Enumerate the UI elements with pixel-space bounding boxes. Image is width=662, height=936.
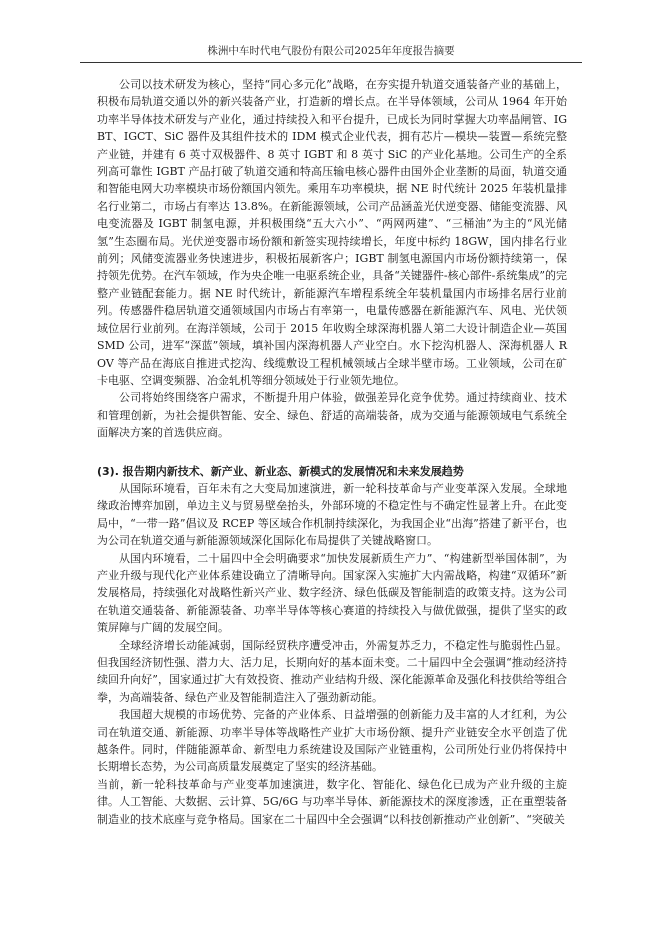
document-body — [97, 76, 567, 828]
paragraph-market-advantages: 我国超大规模的市场优势、完备的产业体系、日益增强的创新能力及丰富的人才红利，为公司在轨道交通、新能源、功率半导体等战略性产业扩大市场份额、提升产业链安全水平创造了优越条件。同时，伴随能源革命、新型电力系统建设及国际产业链重构，公司所处行业仍将保持中长期增长态势，为公司高质量发展奠定了坚实的经济基础。 — [97, 708, 567, 774]
section-gap — [97, 442, 567, 463]
section-heading: (3). 报告期内新技术、新产业、新业态、新模式的发展情况和未来发展趋势 — [97, 464, 464, 478]
header-divider — [80, 62, 582, 63]
paragraph-economic-outlook: 全球经济增长动能减弱，国际经贸秩序遭受冲击，外需复苏乏力，不稳定性与脆弱性凸显。但我国经济韧性强、潜力大、活力足，长期向好的基本面未变。二十届四中全会强调“推动经济持续回升向好”，国家通过扩大有效投资、推动产业结构升级、深化能源革命及强化科技供给等组合拳，为高端装备、绿色产业及智能制造注入了强劲新动能。 — [97, 638, 567, 704]
paragraph-international-environment: 从国际环境看，百年未有之大变局加速演进，新一轮科技革命与产业变革深入发展。全球地缘政治博弈加剧，单边主义与贸易壁垒抬头，外部环境的不稳定性与不确定性显著上升。在此变局中，“一带一路”倡议及 RCEP 等区域合作机制持续深化，为我国企业“出海”搭建了新平台，也为公司在轨道交通与新能源领域深化国际化布局提供了关键战略窗口。 — [97, 481, 567, 548]
paragraph-domestic-environment: 从国内环境看，二十届四中全会明确要求“加快发展新质生产力”、“构建新型举国体制”，为产业升级与现代化产业体系建设确立了清晰导向。国家深入实施扩大内需战略，构建“双循环”新发展格局，持续强化对战略性新兴产业、数字经济、绿色低碳及智能制造的政策支持。这为公司在轨道交通装备、新能源装备、功率半导体等核心赛道的持续投入与做优做强，提供了坚实的政策屏障与广阔的发展空间。 — [97, 551, 567, 635]
page-header-title: 株洲中车时代电气股份有限公司2025年年度报告摘要 — [207, 45, 455, 57]
paragraph-technology-trends: 当前，新一轮科技革命与产业变革加速演进，数字化、智能化、绿色化已成为产业升级的主旋律。人工智能、大数据、云计算、5G/6G 与功率半导体、新能源技术的深度渗透，正在重塑装备制造业的技术底座与竞争格局。国家在二十届四中全会强调“以科技创新推动产业创新”、“突破关 — [97, 777, 567, 826]
paragraph-business-overview: 公司以技术研发为核心，坚持“同心多元化”战略，在夯实提升轨道交通装备产业的基础上，积极布局轨道交通以外的新兴装备产业，打造新的增长点。在半导体领域，公司从 1964 年开始功率半导体技术研发与产业化，通过持续投入和平台提升，已成长为同时掌握大功率晶闸管、IGBT、IGCT、SiC 器件及其组件技术的 IDM 模式企业代表，拥有芯片—模块—装置—系统完整产业链，并建有 6 英寸双极器件、8 英寸 IGBT 和 8 英寸 SiC 的产业化基地。公司生产的全系列高可靠性 IGBT 产品打破了轨道交通和特高压输电核心器件由国外企业垄断的局面，轨道交通和智能电网大功率模块市场份额国内领先。乘用车功率模块，据 NE 时代统计 2025 年装机量排名行业第二，市场占有率达 13.8%。在新能源领域，公司产品涵盖光伏逆变器、储能变流器、风电变流器及 IGBT 制氢电源，并积极围绕“五大六小”、“两网两建”、“三桶油”为主的“风光储氢”生态圈布局。光伏逆变器市场份额和新签实现持续增长，年度中标约 18GW，国内排名行业前列；风储变流器业务快速进步，积极拓展新客户；IGBT 制氢电源国内市场份额持续第一，保持领先优势。在汽车领域，作为央企唯一电驱系统企业，具备“关键器件-核心部件-系统集成”的完整产业链配套能力。据 NE 时代统计，新能源汽车增程系统全年装机量国内市场排名居行业前列。传感器件稳居轨道交通领域国内市场占有率第一，电量传感器在新能源汽车、风电、光伏领域位居行业前列。在海洋领域，公司于 2015 年收购全球深海机器人第二大设计制造企业—英国 SMD 公司，进军“深蓝”领域，填补国内深海机器人产业空白。水下挖沟机器人、深海机器人 ROV 等产品在海底自推进式挖沟、线缆敷设工程机械领域占全球半壁市场。工业领域，公司在矿卡电驱、空调变频器、冶金轧机等细分领域处于行业领先地位。 — [97, 78, 567, 387]
paragraph-customer-strategy: 公司将始终围绕客户需求，不断提升用户体验，做强差异化竞争优势。通过持续商业、技术和管理创新，为社会提供智能、安全、绿色、舒适的高端装备，成为交通与能源领域电气系统全面解决方案的首选供应商。 — [97, 391, 567, 440]
